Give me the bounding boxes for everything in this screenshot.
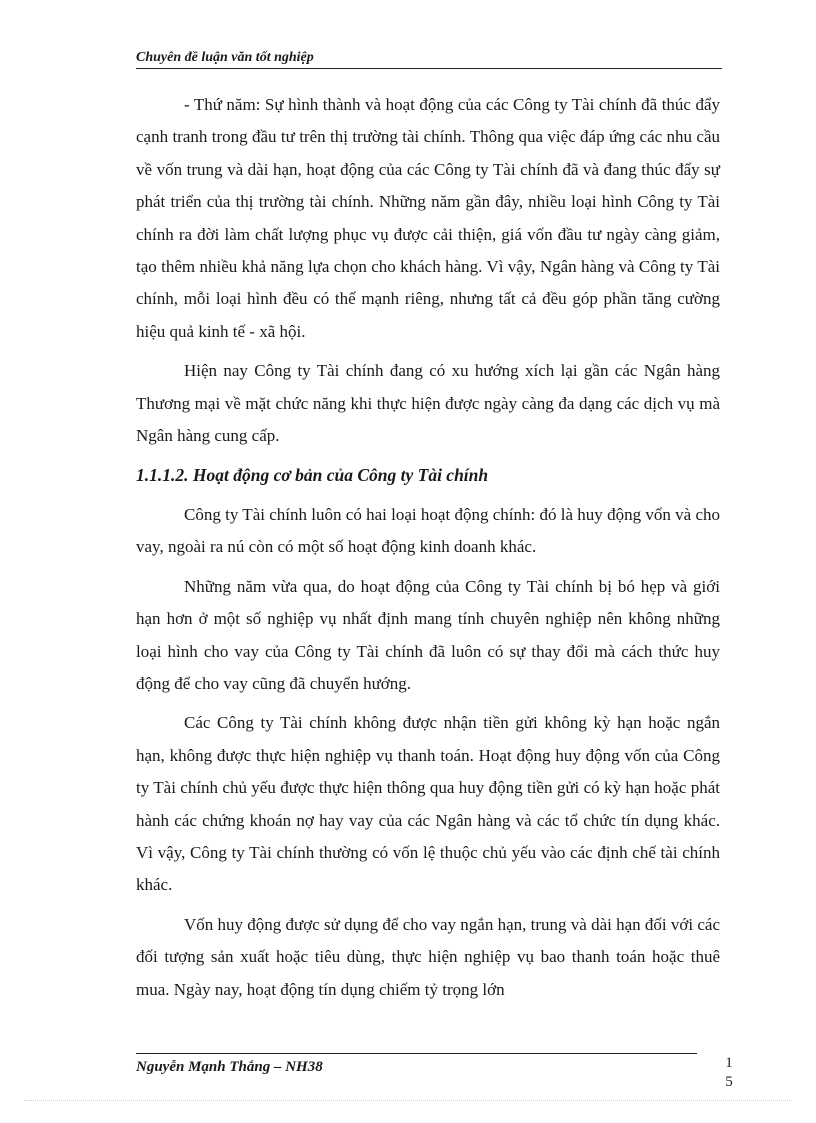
page-header xyxy=(136,48,722,69)
body-paragraph: Các Công ty Tài chính không được nhận tiền gửi không kỳ hạn hoặc ngắn hạn, không được thực hiện nghiệp vụ thanh toán. Hoạt động huy động vốn của Công ty Tài chính chủ yếu được thực hiện thông qua huy động tiền gửi có kỳ hạn hoặc phát hành các chứng khoán nợ hay vay của các Ngân hàng và các tổ chức tín dụng khác. Vì vậy, Công ty Tài chính thường có vốn lệ thuộc chủ yếu vào các định chế tài chính khác. xyxy=(136,713,720,895)
footer-divider xyxy=(136,1053,697,1054)
header-title: Chuyên đề luận văn tốt nghiệp xyxy=(136,50,314,65)
body-paragraph: Những năm vừa qua, do hoạt động của Công ty Tài chính bị bó hẹp và giới hạn hơn ở một số nghiệp vụ nhất định mang tính chuyên nghiệp nên không những loại hình cho vay của Công ty Tài chính đã luôn có sự thay đổi mà cách thức huy động để cho vay cũng đã chuyển hướng. xyxy=(136,576,720,693)
body-paragraph: - Thứ năm: Sự hình thành và hoạt động của các Công ty Tài chính đã thúc đẩy cạnh tranh trong đầu tư trên thị trường tài chính. Thông qua việc đáp ứng các nhu cầu về vốn trung và dài hạn, hoạt động của các Công ty Tài chính đã và đang thúc đẩy sự phát triển của thị trường tài chính. Những năm gần đây, nhiều loại hình Công ty Tài chính ra đời làm chất lượng phục vụ được cải thiện, giá vốn đầu tư ngày càng giảm, tạo thêm nhiều khả năng lựa chọn cho khách hàng. Vì vậy, Ngân hàng và Công ty Tài chính, mỗi loại hình đều có thế mạnh riêng, nhưng tất cả đều góp phần tăng cường hiệu quả kinh tế - xã hội. xyxy=(136,95,720,341)
document-body xyxy=(136,89,720,1013)
footer-author: Nguyễn Mạnh Thắng – NH38 xyxy=(136,1059,323,1075)
page-number: 15 xyxy=(725,1055,733,1090)
body-paragraph: Vốn huy động được sử dụng để cho vay ngắn hạn, trung và dài hạn đối với các đối tượng sản xuất hoặc tiêu dùng, thực hiện nghiệp vụ bao thanh toán hoặc thuê mua. Ngày nay, hoạt động tín dụng chiếm tỷ trọng lớn xyxy=(136,914,720,999)
body-paragraph: Hiện nay Công ty Tài chính đang có xu hướng xích lại gần các Ngân hàng Thương mại về mặt chức năng khi thực hiện được ngày càng đa dạng các dịch vụ mà Ngân hàng cung cấp. xyxy=(136,361,720,446)
body-paragraph: Công ty Tài chính luôn có hai loại hoạt động chính: đó là huy động vốn và cho vay, ngoài ra nú còn có một số hoạt động kinh doanh khác. xyxy=(136,504,720,557)
page-bottom-edge xyxy=(24,1100,792,1101)
section-heading: 1.1.1.2. Hoạt động cơ bản của Công ty Tài chính xyxy=(136,465,489,486)
